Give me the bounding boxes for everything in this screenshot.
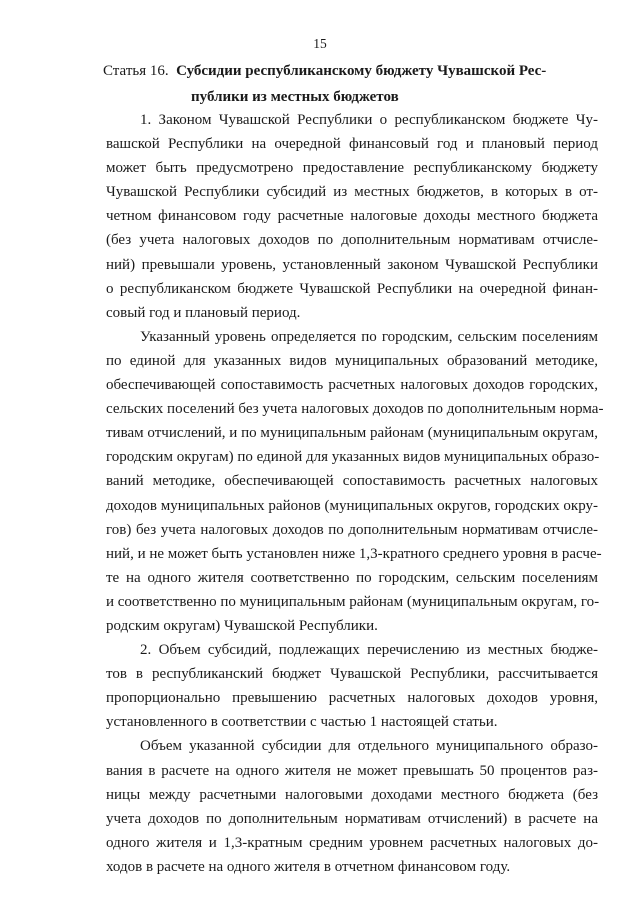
text-line: и соответственно по муниципальным районам (муниципальным округам, го-: [106, 593, 600, 610]
text-line: ваний методике, обеспечивающей сопоставимость расчетных налоговых: [106, 473, 598, 490]
text-line: вания в расчете на одного жителя не может превышать 50 процентов раз-: [106, 762, 598, 779]
text-line: может быть предусмотрено предоставление республиканскому бюджету: [106, 160, 598, 177]
text-line: гов) без учета налоговых доходов по дополнительным нормативам отчисле-: [106, 521, 598, 538]
article-heading-line-1: [103, 58, 603, 84]
text-line: ходов в расчете на одного жителя в отчетном финансовом году.: [106, 858, 511, 875]
page-number: 15: [313, 36, 327, 51]
text-line: совый год и плановый период.: [106, 304, 301, 321]
paragraph-2: [106, 325, 604, 638]
text-line: ницы между расчетными налоговыми доходами местного бюджета (без: [106, 786, 598, 803]
text-line: ний, и не может быть установлен ниже 1,3-кратного среднего уровня в расче-: [106, 545, 602, 562]
text-line: те на одного жителя соответственно по городским, сельским поселениям: [106, 569, 598, 586]
text-line: вашской Республики на очередной финансовый год и плановый период: [106, 136, 598, 153]
text-line: Указанный уровень определяется по городским, сельским поселениям: [140, 328, 598, 345]
text-line: доходов муниципальных районов (муниципальных округов, городских окру-: [106, 497, 598, 514]
article-title-part-2: публики из местных бюджетов: [191, 89, 399, 105]
text-line: (без учета налоговых доходов по дополнительным нормативам отчисле-: [106, 232, 598, 249]
text-line: по единой для указанных видов муниципальных образований методике,: [106, 352, 598, 369]
text-line: сельских поселений без учета налоговых доходов по дополнительным норма-: [106, 401, 604, 418]
paragraph-3: [106, 638, 598, 734]
text-line: 1. Законом Чувашской Республики о республиканском бюджете Чу-: [140, 112, 598, 128]
text-line: тов в республиканский бюджет Чувашской Республики, рассчитывается: [106, 666, 598, 683]
text-line: установленного в соответствии с частью 1 настоящей статьи.: [106, 714, 498, 731]
text-line: о республиканском бюджете Чувашской Республики на очередной финан-: [106, 280, 598, 297]
text-line: родским округам) Чувашской Республики.: [106, 617, 378, 634]
article-heading: [103, 58, 603, 110]
text-line: городским округам) по единой для указанных видов муниципальных образо-: [106, 449, 600, 466]
paragraph-4: [106, 734, 598, 879]
text-line: Объем указанной субсидии для отдельного муниципального образо-: [140, 738, 598, 755]
paragraph-1: [106, 108, 598, 325]
text-line: четном финансовом году расчетные налоговые доходы местного бюджета: [106, 208, 598, 225]
text-line: обеспечивающей сопоставимость расчетных налоговых доходов городских,: [106, 377, 598, 394]
text-line: тивам отчислений, и по муниципальным районам (муниципальным округам,: [106, 425, 598, 442]
article-body: [106, 108, 604, 879]
text-line: ний) превышали уровень, установленный законом Чувашской Республики: [106, 256, 598, 273]
text-line: одного жителя и 1,3-кратным средним уровнем расчетных налоговых до-: [106, 834, 598, 851]
text-line: Чувашской Республики субсидий из местных бюджетов, в которых в от-: [106, 184, 598, 201]
text-line: пропорционально превышению расчетных налоговых доходов уровня,: [106, 690, 598, 707]
text-line: 2. Объем субсидий, подлежащих перечислению из местных бюдже-: [140, 642, 598, 659]
article-label: Статья 16.: [103, 63, 169, 79]
article-title-part-1: Субсидии республиканскому бюджету Чувашской Рес-: [176, 63, 547, 79]
text-line: учета доходов по дополнительным нормативам отчислений) в расчете на: [106, 810, 598, 827]
